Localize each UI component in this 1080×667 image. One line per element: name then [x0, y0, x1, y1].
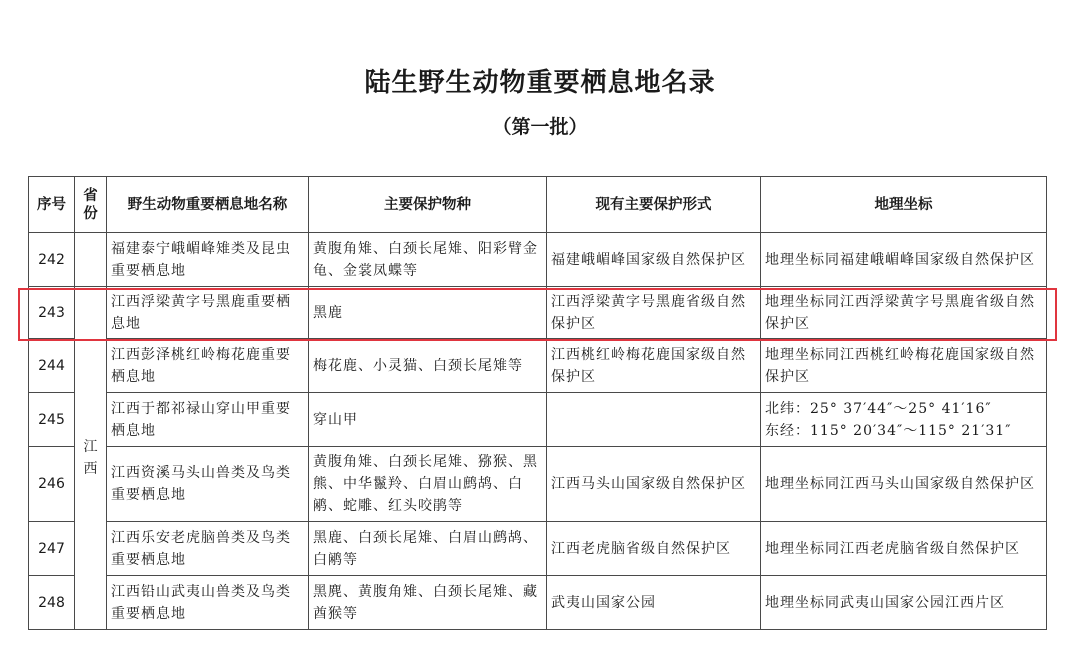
- coords-longitude: 东经：115° 20′34″～115° 21′31″: [765, 422, 1012, 439]
- row-seq: 246: [29, 447, 75, 522]
- header-seq: 序号: [29, 177, 75, 233]
- table-row: [29, 233, 1047, 287]
- row-seq: 244: [29, 339, 75, 393]
- header-name: 野生动物重要栖息地名称: [107, 177, 309, 233]
- row-coords: [761, 393, 1047, 447]
- coords-latitude: 北纬：25° 37′44″～25° 41′16″: [765, 400, 992, 417]
- row-species: 黑鹿、白颈长尾雉、白眉山鹧鸪、白鹇等: [309, 522, 547, 576]
- row-seq: 242: [29, 233, 75, 287]
- row-species: 黑鹿: [309, 287, 547, 339]
- row-protection: 江西马头山国家级自然保护区: [547, 447, 761, 522]
- table-header-row: [29, 177, 1047, 233]
- row-species: 梅花鹿、小灵猫、白颈长尾雉等: [309, 339, 547, 393]
- header-species: 主要保护物种: [309, 177, 547, 233]
- row-seq: 248: [29, 576, 75, 630]
- row-coords: 地理坐标同江西马头山国家级自然保护区: [761, 447, 1047, 522]
- province-jiangxi-text: 江西: [83, 439, 98, 477]
- row-seq: 243: [29, 287, 75, 339]
- row-name: 江西乐安老虎脑兽类及鸟类重要栖息地: [107, 522, 309, 576]
- row-name: 福建泰宁峨嵋峰雉类及昆虫重要栖息地: [107, 233, 309, 287]
- document-subtitle: （第一批）: [492, 116, 588, 138]
- header-province: [75, 177, 107, 233]
- table-row: [29, 447, 1047, 522]
- row-coords: 地理坐标同武夷山国家公园江西片区: [761, 576, 1047, 630]
- row-species: 黄腹角雉、白颈长尾雉、猕猴、黑熊、中华鬣羚、白眉山鹧鸪、白鹇、蛇雕、红头咬鹃等: [309, 447, 547, 522]
- row-coords: 地理坐标同江西浮梁黄字号黑鹿省级自然保护区: [761, 287, 1047, 339]
- row-coords: 地理坐标同福建峨嵋峰国家级自然保护区: [761, 233, 1047, 287]
- row-protection: 江西浮梁黄字号黑鹿省级自然保护区: [547, 287, 761, 339]
- row-seq: 247: [29, 522, 75, 576]
- row-species: 穿山甲: [309, 393, 547, 447]
- habitat-table: [28, 176, 1047, 630]
- header-protection: 现有主要保护形式: [547, 177, 761, 233]
- row-protection: 江西老虎脑省级自然保护区: [547, 522, 761, 576]
- table-row: [29, 393, 1047, 447]
- row-province: [75, 233, 107, 287]
- header-province-text: 省份: [83, 186, 98, 222]
- table-row: [29, 522, 1047, 576]
- row-province-jiangxi: [75, 287, 107, 630]
- row-name: 江西资溪马头山兽类及鸟类重要栖息地: [107, 447, 309, 522]
- row-seq: 245: [29, 393, 75, 447]
- document-title: 陆生野生动物重要栖息地名录: [364, 68, 716, 98]
- row-protection: 福建峨嵋峰国家级自然保护区: [547, 233, 761, 287]
- table-row-highlighted: [29, 287, 1047, 339]
- row-name: 江西铅山武夷山兽类及鸟类重要栖息地: [107, 576, 309, 630]
- row-name: 江西彭泽桃红岭梅花鹿重要栖息地: [107, 339, 309, 393]
- row-name: 江西于都祁禄山穿山甲重要栖息地: [107, 393, 309, 447]
- row-coords: 地理坐标同江西桃红岭梅花鹿国家级自然保护区: [761, 339, 1047, 393]
- row-name: 江西浮梁黄字号黑鹿重要栖息地: [107, 287, 309, 339]
- row-species: 黄腹角雉、白颈长尾雉、阳彩臂金龟、金裳凤蝶等: [309, 233, 547, 287]
- table-row: [29, 339, 1047, 393]
- header-coords: 地理坐标: [761, 177, 1047, 233]
- row-protection: 武夷山国家公园: [547, 576, 761, 630]
- row-protection: 江西桃红岭梅花鹿国家级自然保护区: [547, 339, 761, 393]
- row-protection: [547, 393, 761, 447]
- row-coords: 地理坐标同江西老虎脑省级自然保护区: [761, 522, 1047, 576]
- table-row: [29, 576, 1047, 630]
- row-species: 黑麂、黄腹角雉、白颈长尾雉、藏酋猴等: [309, 576, 547, 630]
